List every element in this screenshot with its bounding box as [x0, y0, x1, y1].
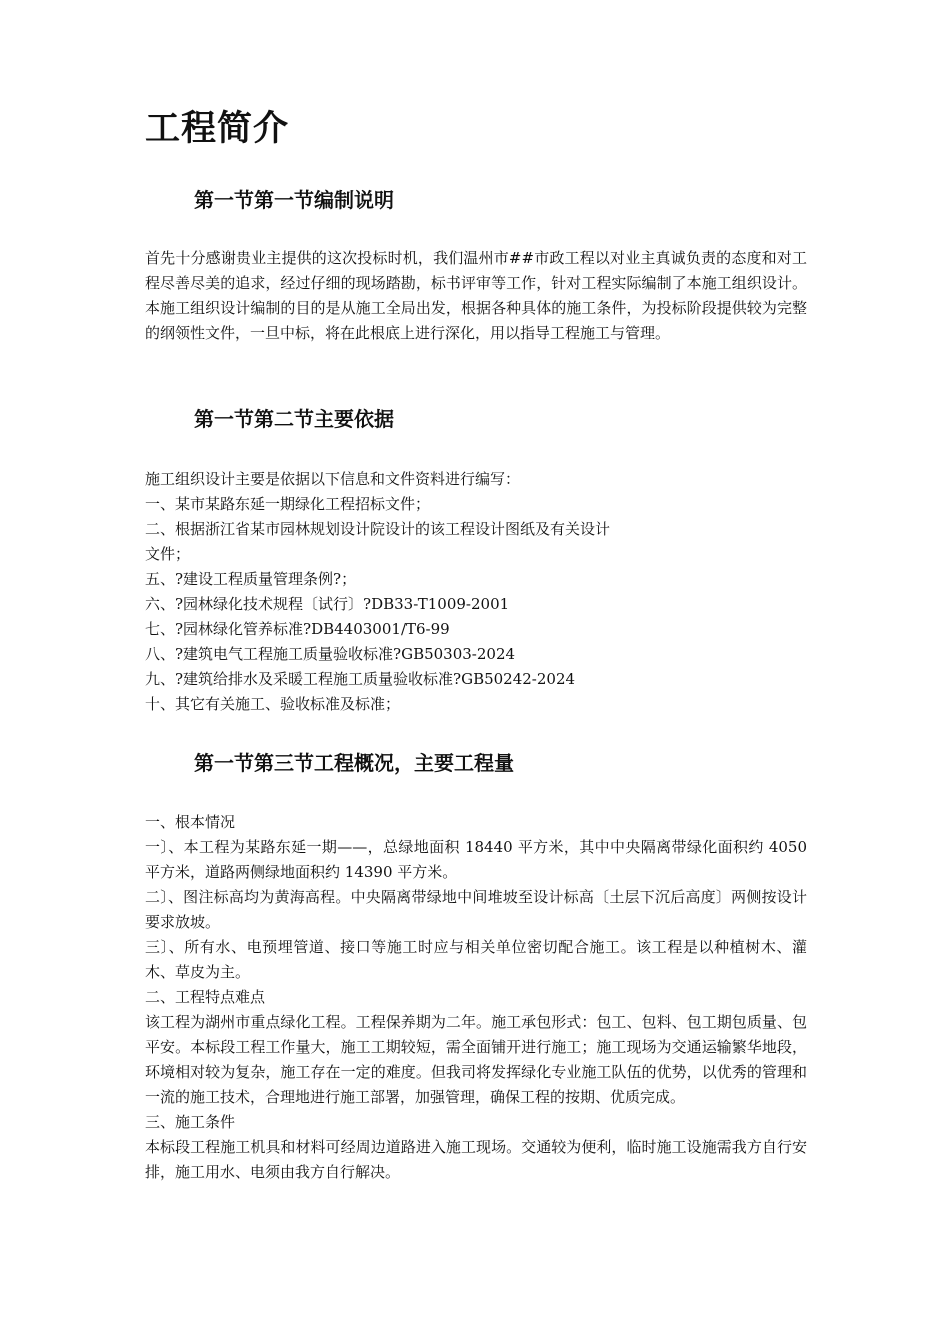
paragraph: 本标段工程施工机具和材料可经周边道路进入施工现场。交通较为便利，临时施工设施需我方自行安排，施工用水、电须由我方自行解决。 — [145, 1138, 807, 1181]
list-item: 一、某市某路东延一期绿化工程招标文件； — [145, 495, 431, 513]
section-heading: 第一节第二节主要依据 — [194, 407, 394, 431]
subheading: 一、根本情况 — [145, 813, 236, 831]
section-body — [145, 467, 807, 717]
section-heading: 第一节第三节工程概况，主要工程量 — [194, 751, 514, 775]
paragraph: 施工组织设计主要是依据以下信息和文件资料进行编写： — [145, 470, 521, 488]
list-item: 文件； — [145, 545, 191, 563]
paragraph: 三〕、所有水、电预埋管道、接口等施工时应与相关单位密切配合施工。该工程是以种植树木、灌木、草皮为主。 — [145, 938, 807, 981]
paragraph: 该工程为湖州市重点绿化工程。工程保养期为二年。施工承包形式：包工、包料、包工期包质量、包平安。本标段工程工作量大，施工工期较短，需全面铺开进行施工；施工现场为交通运输繁华地段，环境相对较为复杂，施工存在一定的难度。但我司将发挥绿化专业施工队伍的优势，以优秀的管理和一流的施工技术，合理地进行施工部署，加强管理，确保工程的按期、优质完成。 — [145, 1013, 807, 1106]
section-body — [145, 246, 807, 346]
list-item: 六、?园林绿化技术规程〔试行〕?DB33-T1009-2001 — [145, 595, 510, 613]
subheading: 三、施工条件 — [145, 1113, 236, 1131]
section-heading: 第一节第一节编制说明 — [194, 188, 394, 212]
list-item: 二、根据浙江省某市园林规划设计院设计的该工程设计图纸及有关设计 — [145, 520, 611, 538]
list-item: 九、?建筑给排水及采暖工程施工质量验收标准?GB50242-2024 — [145, 670, 576, 688]
list-item: 八、?建筑电气工程施工质量验收标准?GB50303-2024 — [145, 645, 516, 663]
list-item: 十、其它有关施工、验收标准及标准； — [145, 695, 401, 713]
list-item: 五、?建设工程质量管理条例?； — [145, 570, 357, 588]
paragraph: 一〕、本工程为某路东延一期——，总绿地面积 18440 平方米，其中中央隔离带绿化面积约 4050 平方米，道路两侧绿地面积约 14390 平方米。 — [145, 838, 807, 881]
list-item: 七、?园林绿化管养标准?DB4403001/T6-99 — [145, 620, 450, 638]
document-title: 工程简介 — [145, 108, 290, 149]
subheading: 二、工程特点难点 — [145, 988, 266, 1006]
section-body — [145, 810, 807, 1185]
paragraph: 二〕、图注标高均为黄海高程。中央隔离带绿地中间堆坡至设计标高〔土层下沉后高度〕两侧按设计要求放坡。 — [145, 888, 807, 931]
paragraph: 首先十分感谢贵业主提供的这次投标时机，我们温州市##市政工程以对业主真诚负责的态度和对工程尽善尽美的追求，经过仔细的现场踏勘，标书评审等工作，针对工程实际编制了本施工组织设计。本施工组织设计编制的目的是从施工全局出发，根据各种具体的施工条件，为投标阶段提供较为完整的纲领性文件，一旦中标，将在此根底上进行深化，用以指导工程施工与管理。 — [145, 249, 807, 342]
